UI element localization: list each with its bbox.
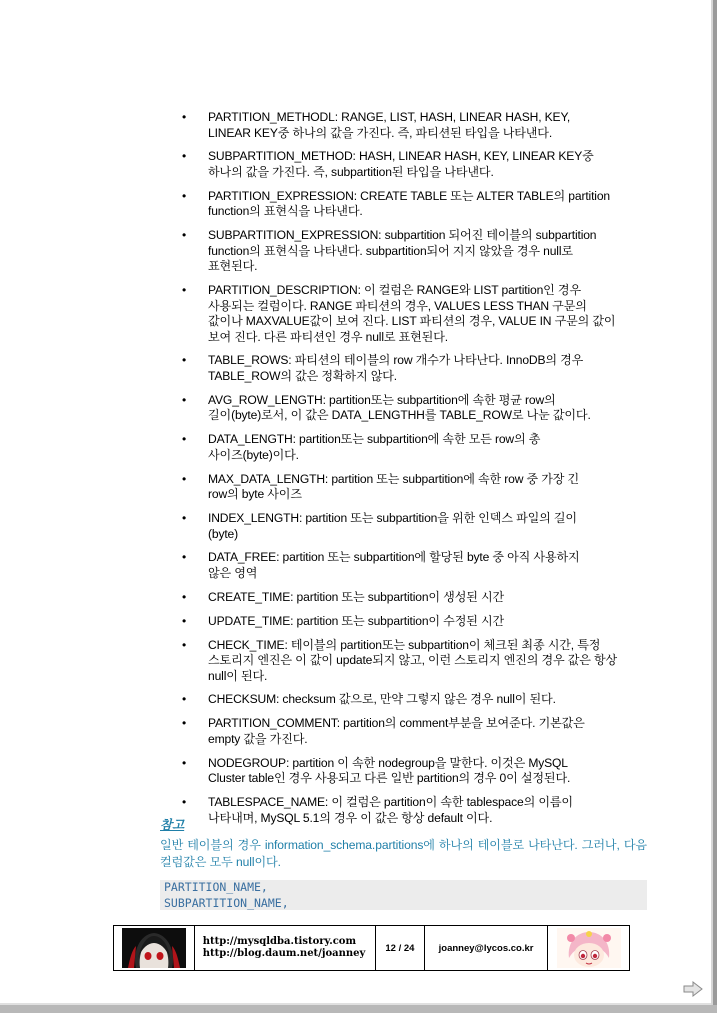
- list-item-text: DATA_LENGTH: partition또는 subpartition에 속한 모든 row의 총 사이즈(byte)이다.: [208, 432, 541, 462]
- dark-character-avatar-icon: [122, 928, 186, 968]
- list-item-text: SUBPARTITION_EXPRESSION: subpartition 되어진 테이블의 subpartition function의 표현식을 나타낸다. subpartition되어 지지 않았을 경우 null로 표현된다.: [208, 228, 597, 274]
- author-email[interactable]: joanney@lycos.co.kr: [438, 942, 534, 954]
- list-item-text: NODEGROUP: partition 이 속한 nodegroup을 말한다. 이것은 MySQL Cluster table인 경우 사용되고 다른 일반 partition의 경우 0이 설정된다.: [208, 755, 571, 786]
- bullet-marker: •: [182, 755, 187, 770]
- pink-character-avatar-icon: [557, 928, 621, 968]
- bullet-marker: •: [182, 228, 187, 243]
- bullet-marker: •: [182, 716, 187, 731]
- bullet-marker: •: [182, 613, 187, 628]
- list-item: [182, 692, 644, 708]
- note-heading: 참고: [160, 818, 185, 832]
- list-item-text: TABLE_ROWS: 파티션의 테이블의 row 개수가 나타난다. InnoDB의 경우 TABLE_ROW의 값은 정확하지 않다.: [208, 353, 584, 383]
- list-item-text: AVG_ROW_LENGTH: partition또는 subpartition에 속한 평균 row의 길이(byte)로서, 이 값은 DATA_LENGTHH를 TABLE_ROW로 나눈 값이다.: [208, 392, 591, 423]
- window-corner: [0, 0, 6, 30]
- bullet-marker: •: [182, 432, 187, 447]
- bullet-marker: •: [182, 589, 187, 604]
- column-description-list: [182, 110, 644, 835]
- bullet-marker: •: [182, 149, 187, 164]
- list-item-text: PARTITION_EXPRESSION: CREATE TABLE 또는 ALTER TABLE의 partition function의 표현식을 나타낸다.: [208, 188, 610, 219]
- footer-url-cell: [195, 926, 376, 970]
- bullet-marker: •: [182, 353, 187, 368]
- list-item-text: CHECKSUM: checksum 값으로, 만약 그렇지 않은 경우 null이 된다.: [208, 692, 556, 707]
- list-item: [182, 550, 644, 581]
- footer-left-avatar-cell: [114, 926, 195, 970]
- list-item: [182, 590, 644, 606]
- list-item: [182, 110, 644, 141]
- list-item: [182, 756, 644, 787]
- code-line: SUBPARTITION_NAME,: [164, 895, 289, 910]
- list-item: [182, 716, 644, 747]
- list-item-text: SUBPARTITION_METHOD: HASH, LINEAR HASH, KEY, LINEAR KEY중 하나의 값을 가진다. 즉, subpartition된 타입을 나타낸다.: [208, 149, 594, 179]
- list-item-text: UPDATE_TIME: partition 또는 subpartition이 수정된 시간: [208, 613, 505, 628]
- next-page-arrow-icon[interactable]: [682, 980, 704, 998]
- list-item-text: INDEX_LENGTH: partition 또는 subpartition을 위한 인덱스 파일의 길이 (byte): [208, 511, 577, 541]
- list-item-text: DATA_FREE: partition 또는 subpartition에 할당된 byte 중 아직 사용하지 않은 영역: [208, 550, 580, 580]
- bullet-marker: •: [182, 550, 187, 565]
- bullet-marker: •: [182, 795, 187, 810]
- footer-email-cell: [425, 926, 549, 970]
- window-bottom-border: [0, 1005, 717, 1013]
- list-item: [182, 638, 644, 685]
- code-block: [160, 880, 647, 910]
- note-text: 일반 테이블의 경우 information_schema.partitions에 하나의 테이블로 나타난다. 그러나, 다음 컬럼값은 모두 null이다.: [160, 838, 647, 869]
- list-item: [182, 149, 644, 180]
- bullet-marker: •: [182, 511, 187, 526]
- list-item-text: TABLESPACE_NAME: 이 컬럼은 partition이 속한 tablespace의 이름이 나타내며, MySQL 5.1의 경우 이 값은 항상 default 이다.: [208, 795, 573, 825]
- list-item-text: PARTITION_COMMENT: partition의 comment부분을 보여준다. 기본값은 empty 값을 가진다.: [208, 716, 585, 746]
- bullet-marker: •: [182, 692, 187, 707]
- list-item: [182, 189, 644, 220]
- bullet-marker: •: [182, 188, 187, 203]
- bullet-marker: •: [182, 471, 187, 486]
- bullet-marker: •: [182, 392, 187, 407]
- list-item: [182, 614, 644, 630]
- code-line: PARTITION_NAME,: [164, 880, 268, 894]
- list-item: [182, 228, 644, 275]
- list-item: [182, 283, 644, 345]
- list-item-text: PARTITION_DESCRIPTION: 이 컬럼은 RANGE와 LIST partition인 경우 사용되는 컬럼이다. RANGE 파티션의 경우, VALUES LESS THAN 구문의 값이나 MAXVALUE값이 보여 진다. LIST 파티션의 경우, VALUE IN 구문의 값이 보여 진다. 다른 파티션인 경우 null로 표현된다.: [208, 283, 616, 344]
- page-number: 12 / 24: [385, 942, 415, 954]
- blog-url-daum[interactable]: http://blog.daum.net/joanney: [202, 948, 366, 959]
- list-item: [182, 353, 644, 384]
- list-item: [182, 795, 644, 826]
- blog-url-tistory[interactable]: http://mysqldba.tistory.com: [202, 936, 357, 947]
- list-item-text: PARTITION_METHODL: RANGE, LIST, HASH, LINEAR HASH, KEY, LINEAR KEY중 하나의 값을 가진다. 즉, 파티션된 타입을 나타낸다.: [208, 110, 571, 140]
- footer-right-avatar-cell: [548, 926, 629, 970]
- page-footer: [113, 925, 630, 971]
- bullet-marker: •: [182, 637, 187, 652]
- footer-page-cell: [376, 926, 425, 970]
- list-item-text: CREATE_TIME: partition 또는 subpartition이 생성된 시간: [208, 589, 505, 604]
- bullet-marker: •: [182, 283, 187, 298]
- list-item: [182, 432, 644, 463]
- list-item: [182, 393, 644, 424]
- list-item-text: MAX_DATA_LENGTH: partition 또는 subpartition에 속한 row 중 가장 긴 row의 byte 사이즈: [208, 471, 580, 502]
- bullet-marker: •: [182, 110, 187, 124]
- window-right-border: [713, 0, 717, 1013]
- list-item: [182, 511, 644, 542]
- list-item: [182, 472, 644, 503]
- list-item-text: CHECK_TIME: 테이블의 partition또는 subpartition이 체크된 최종 시간, 특정 스토리지 엔진은 이 값이 update되지 않고, 이런 스토리지 엔진의 경우 값은 항상 null이 된다.: [208, 637, 618, 683]
